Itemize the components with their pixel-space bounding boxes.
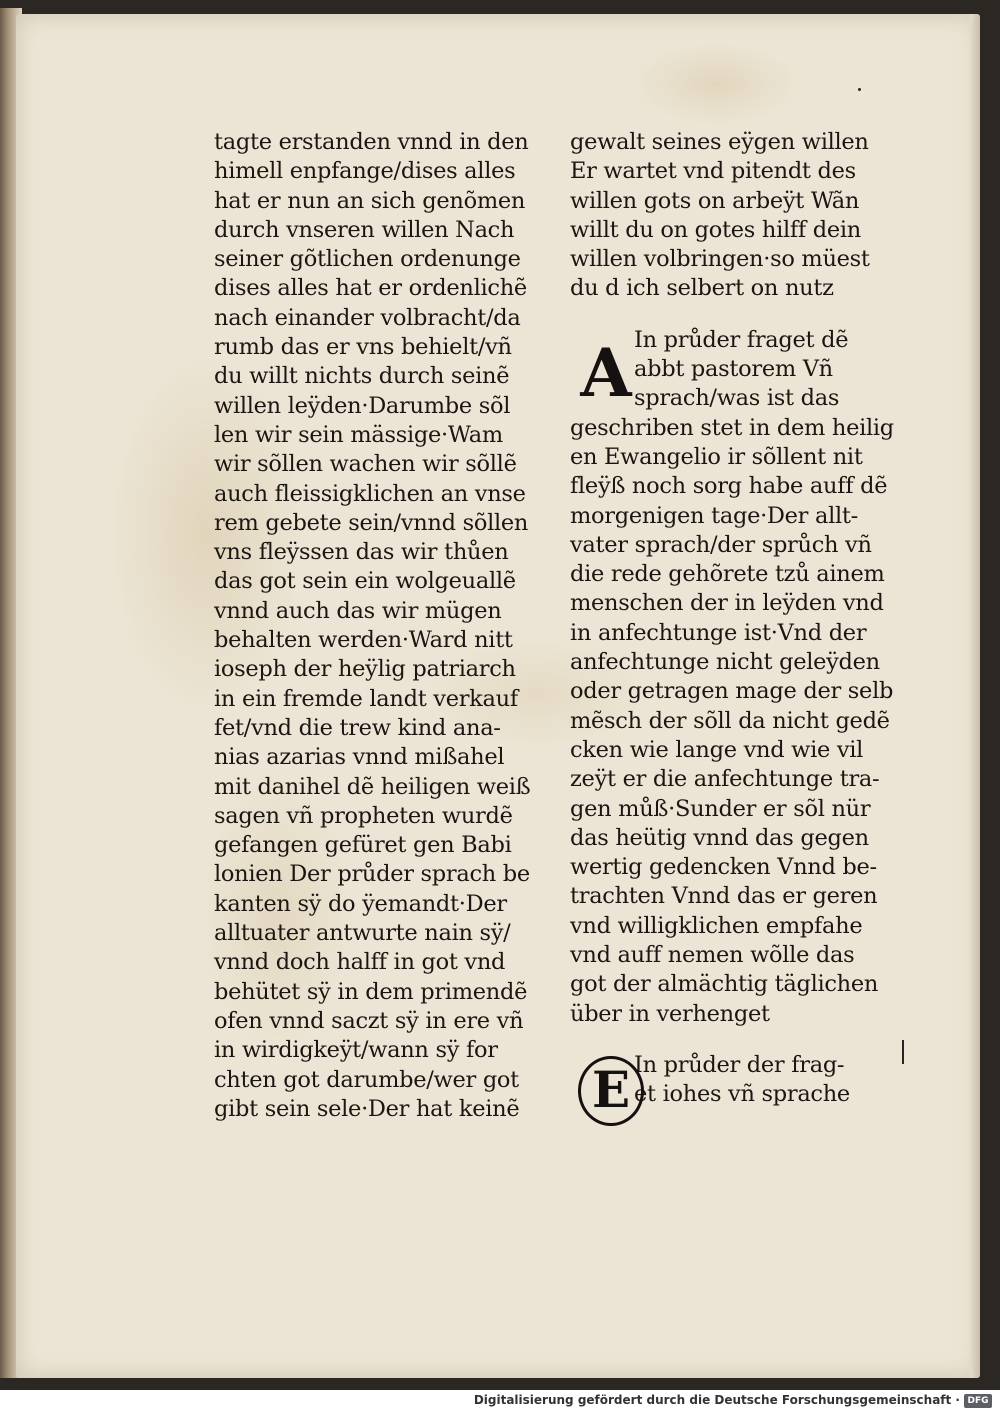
text-line: das heütig vnnd das gegen [570, 824, 869, 851]
text-line: mẽsch der sõll da nicht gedẽ [570, 707, 890, 734]
text-line: du willt nichts durch seinẽ [214, 363, 510, 390]
left-text-column [214, 128, 554, 1124]
decorated-initial-e: E [578, 1056, 644, 1126]
text-line: geschriben stet in dem heilig [570, 414, 894, 441]
text-line: dises alles hat er ordenlichẽ [214, 275, 527, 302]
text-line: cken wie lange vnd wie vil [570, 736, 864, 763]
dfg-logo: DFG [964, 1394, 992, 1408]
text-line: du d ich selbert on nutz [570, 275, 834, 302]
text-line: alltuater antwurte nain sÿ/ [214, 920, 511, 947]
decorated-initial-a: A [580, 334, 632, 412]
text-line: himell enpfange/dises alles [214, 158, 516, 185]
text-line: rem gebete sein/vnnd sõllen [214, 509, 529, 536]
text-line: vnd willigklichen empfahe [570, 912, 863, 939]
text-line: durch vnseren willen Nach [214, 216, 515, 243]
paragraph-gap [570, 304, 915, 326]
text-line: in anfechtunge ist·Vnd der [570, 619, 867, 646]
text-line: fet/vnd die trew kind ana- [214, 714, 501, 741]
text-line: kanten sÿ do ÿemandt·Der [214, 890, 507, 917]
text-line: In průder fraget dẽ [634, 326, 849, 353]
footer-bar [0, 1390, 1000, 1412]
text-line: gefangen gefüret gen Babi [214, 832, 512, 859]
text-line: Er wartet vnd pitendt des [570, 158, 856, 185]
text-line: got der almächtig täglichen [570, 971, 879, 998]
text-line: trachten Vnnd das er geren [570, 883, 878, 910]
text-line: auch fleissigklichen an vnse [214, 480, 526, 507]
text-line: ofen vnnd saczt sÿ in ere vñ [214, 1007, 524, 1034]
text-line: in ein fremde landt verkauf [214, 685, 518, 712]
text-line: behalten werden·Ward nitt [214, 627, 513, 654]
text-line: willen lеÿden·Darumbe sõl [214, 392, 511, 419]
text-line: vns fleÿssen das wir thůen [214, 539, 509, 566]
text-line: rumb das er vns behielt/vñ [214, 334, 512, 361]
text-line: chten got darumbe/wer got [214, 1066, 519, 1093]
text-line: ioseph der heÿlig patriarch [214, 656, 516, 683]
text-line: vater sprach/der sprůch vñ [570, 531, 872, 558]
text-line: gibt sein sele·Der hat keinẽ [214, 1095, 520, 1122]
text-line: morgenigen tage·Der allt- [570, 502, 858, 529]
text-line: In průder der frag- [634, 1051, 845, 1078]
text-line: willen volbringen·so müest [570, 246, 870, 273]
text-line: vnnd auch das wir mügen [214, 597, 502, 624]
page-mark [858, 88, 861, 91]
right-text-column [570, 128, 915, 1110]
text-line: abbt pastorem Vñ [634, 356, 833, 383]
text-line: anfechtunge nicht geleÿden [570, 649, 880, 676]
text-line: das got sein ein wolgeuallẽ [214, 568, 516, 595]
text-line: behütet sÿ in dem primendẽ [214, 978, 528, 1005]
page-edge [970, 14, 980, 1378]
text-line: lonien Der průder sprach be [214, 861, 530, 888]
text-line: menschen der in leÿden vnd [570, 590, 884, 617]
text-line: sagen vñ propheten wurdẽ [214, 802, 513, 829]
text-line: oder getragen mage der selb [570, 678, 894, 705]
margin-tick [902, 1040, 904, 1064]
text-line: tagte erstanden vnnd in den [214, 129, 529, 155]
text-line: hat er nun an sich genõmen [214, 187, 526, 214]
text-line: nias azarias vnnd mißahel [214, 744, 505, 771]
text-line: die rede gehõrete tzů ainem [570, 561, 885, 588]
text-line: in wirdigkeÿt/wann sÿ for [214, 1037, 498, 1064]
text-line: zeÿt er die anfechtunge tra- [570, 766, 880, 793]
text-line: gen můß·Sunder er sõl nür [570, 795, 871, 822]
text-line: en Ewangelio ir sõllent nit [570, 443, 863, 470]
text-line: gewalt seines eÿgen willen [570, 129, 869, 155]
text-line: len wir sein mässige·Wam [214, 421, 503, 448]
text-line: seiner gõtlichen ordenunge [214, 246, 521, 273]
text-line: willt du on gotes hilff dein [570, 216, 861, 243]
text-line: vnnd doch halff in got vnd [214, 949, 506, 976]
funding-credit: Digitalisierung gefördert durch die Deutsche Forschungsgemeinschaft · [473, 1393, 960, 1407]
text-line: willen gots on arbeÿt Wãn [570, 187, 860, 214]
text-line: fleÿß noch sorg habe auff dẽ [570, 473, 888, 500]
text-line: et iohes vñ sprache [634, 1081, 850, 1108]
paragraph-gap [570, 1029, 915, 1051]
text-line: wertig gedencken Vnnd be- [570, 854, 877, 881]
text-line: über in verhenget [570, 1000, 770, 1027]
text-line: wir sõllen wachen wir sõllẽ [214, 451, 517, 478]
text-line: mit danihel dẽ heiligen weiß [214, 773, 531, 800]
text-line: sprach/was ist das [634, 385, 840, 412]
text-line: nach einander volbracht/da [214, 304, 521, 331]
text-line: vnd auff nemen wõlle das [570, 942, 855, 969]
